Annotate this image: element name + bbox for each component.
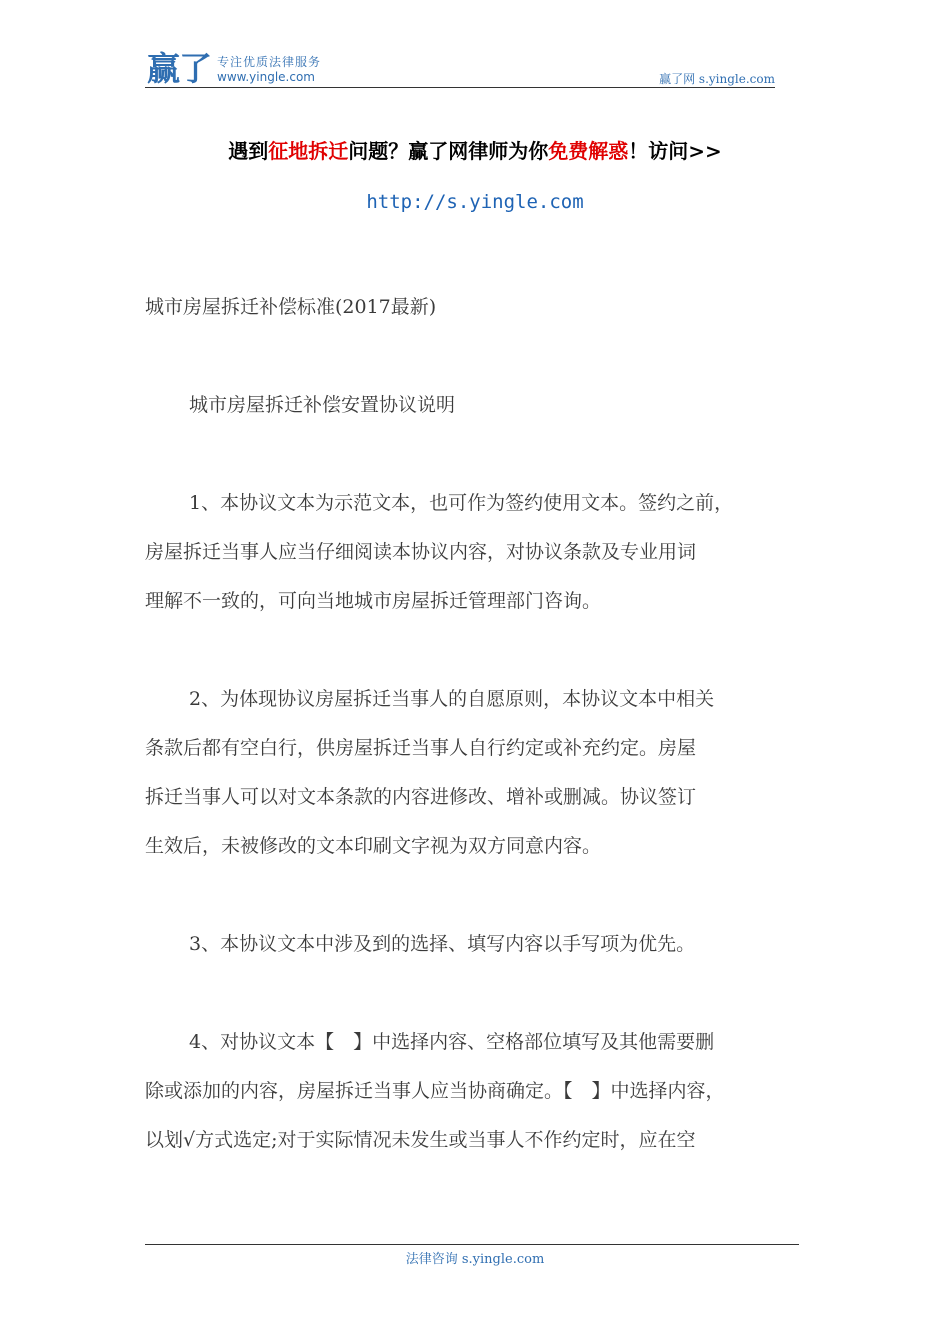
paragraph-line: 除或添加的内容，房屋拆迁当事人应当协商确定。【 】中选择内容， bbox=[145, 1080, 725, 1102]
paragraph-line: 以划√方式选定;对于实际情况未发生或当事人不作约定时，应在空 bbox=[145, 1129, 696, 1151]
promo-highlight-1: 征地拆迁 bbox=[268, 139, 349, 163]
promo-banner bbox=[0, 137, 950, 165]
header-divider bbox=[145, 87, 775, 88]
header-site-link[interactable]: 赢了网 s.yingle.com bbox=[659, 72, 775, 86]
document-subtitle: 城市房屋拆迁补偿安置协议说明 bbox=[189, 394, 456, 416]
document-body bbox=[145, 283, 805, 1165]
promo-highlight-2: 免费解惑 bbox=[548, 139, 629, 163]
paragraph-line: 3、本协议文本中涉及到的选择、填写内容以手写项为优先。 bbox=[189, 933, 696, 955]
promo-text-3: ！访问>> bbox=[628, 139, 722, 163]
footer-divider bbox=[145, 1244, 799, 1245]
promo-text-2: 问题？赢了网律师为你 bbox=[348, 139, 549, 163]
logo[interactable]: 赢了 bbox=[147, 49, 211, 88]
document-title: 城市房屋拆迁补偿标准(2017最新) bbox=[145, 296, 437, 318]
page-footer[interactable]: 法律咨询 s.yingle.com bbox=[405, 1252, 545, 1267]
paragraph-line: 理解不一致的，可向当地城市房屋拆迁管理部门咨询。 bbox=[145, 590, 602, 612]
paragraph-line: 1、本协议文本为示范文本，也可作为签约使用文本。签约之前， bbox=[189, 492, 734, 514]
promo-link[interactable]: http://s.yingle.com bbox=[366, 191, 584, 213]
promo-text-1: 遇到 bbox=[228, 139, 269, 163]
paragraph-line: 4、对协议文本【 】中选择内容、空格部位填写及其他需要删 bbox=[189, 1031, 715, 1053]
paragraph-line: 条款后都有空白行，供房屋拆迁当事人自行约定或补充约定。房屋 bbox=[145, 737, 697, 759]
paragraph-line: 拆迁当事人可以对文本条款的内容进修改、增补或删减。协议签订 bbox=[145, 786, 697, 808]
paragraph-line: 房屋拆迁当事人应当仔细阅读本协议内容，对协议条款及专业用词 bbox=[145, 541, 697, 563]
logo-url[interactable]: www.yingle.com bbox=[217, 70, 315, 84]
paragraph-line: 2、为体现协议房屋拆迁当事人的自愿原则，本协议文本中相关 bbox=[189, 688, 715, 710]
paragraph-line: 生效后，未被修改的文本印刷文字视为双方同意内容。 bbox=[145, 835, 602, 857]
page-header bbox=[145, 50, 775, 88]
logo-slogan: 专注优质法律服务 bbox=[217, 55, 322, 69]
